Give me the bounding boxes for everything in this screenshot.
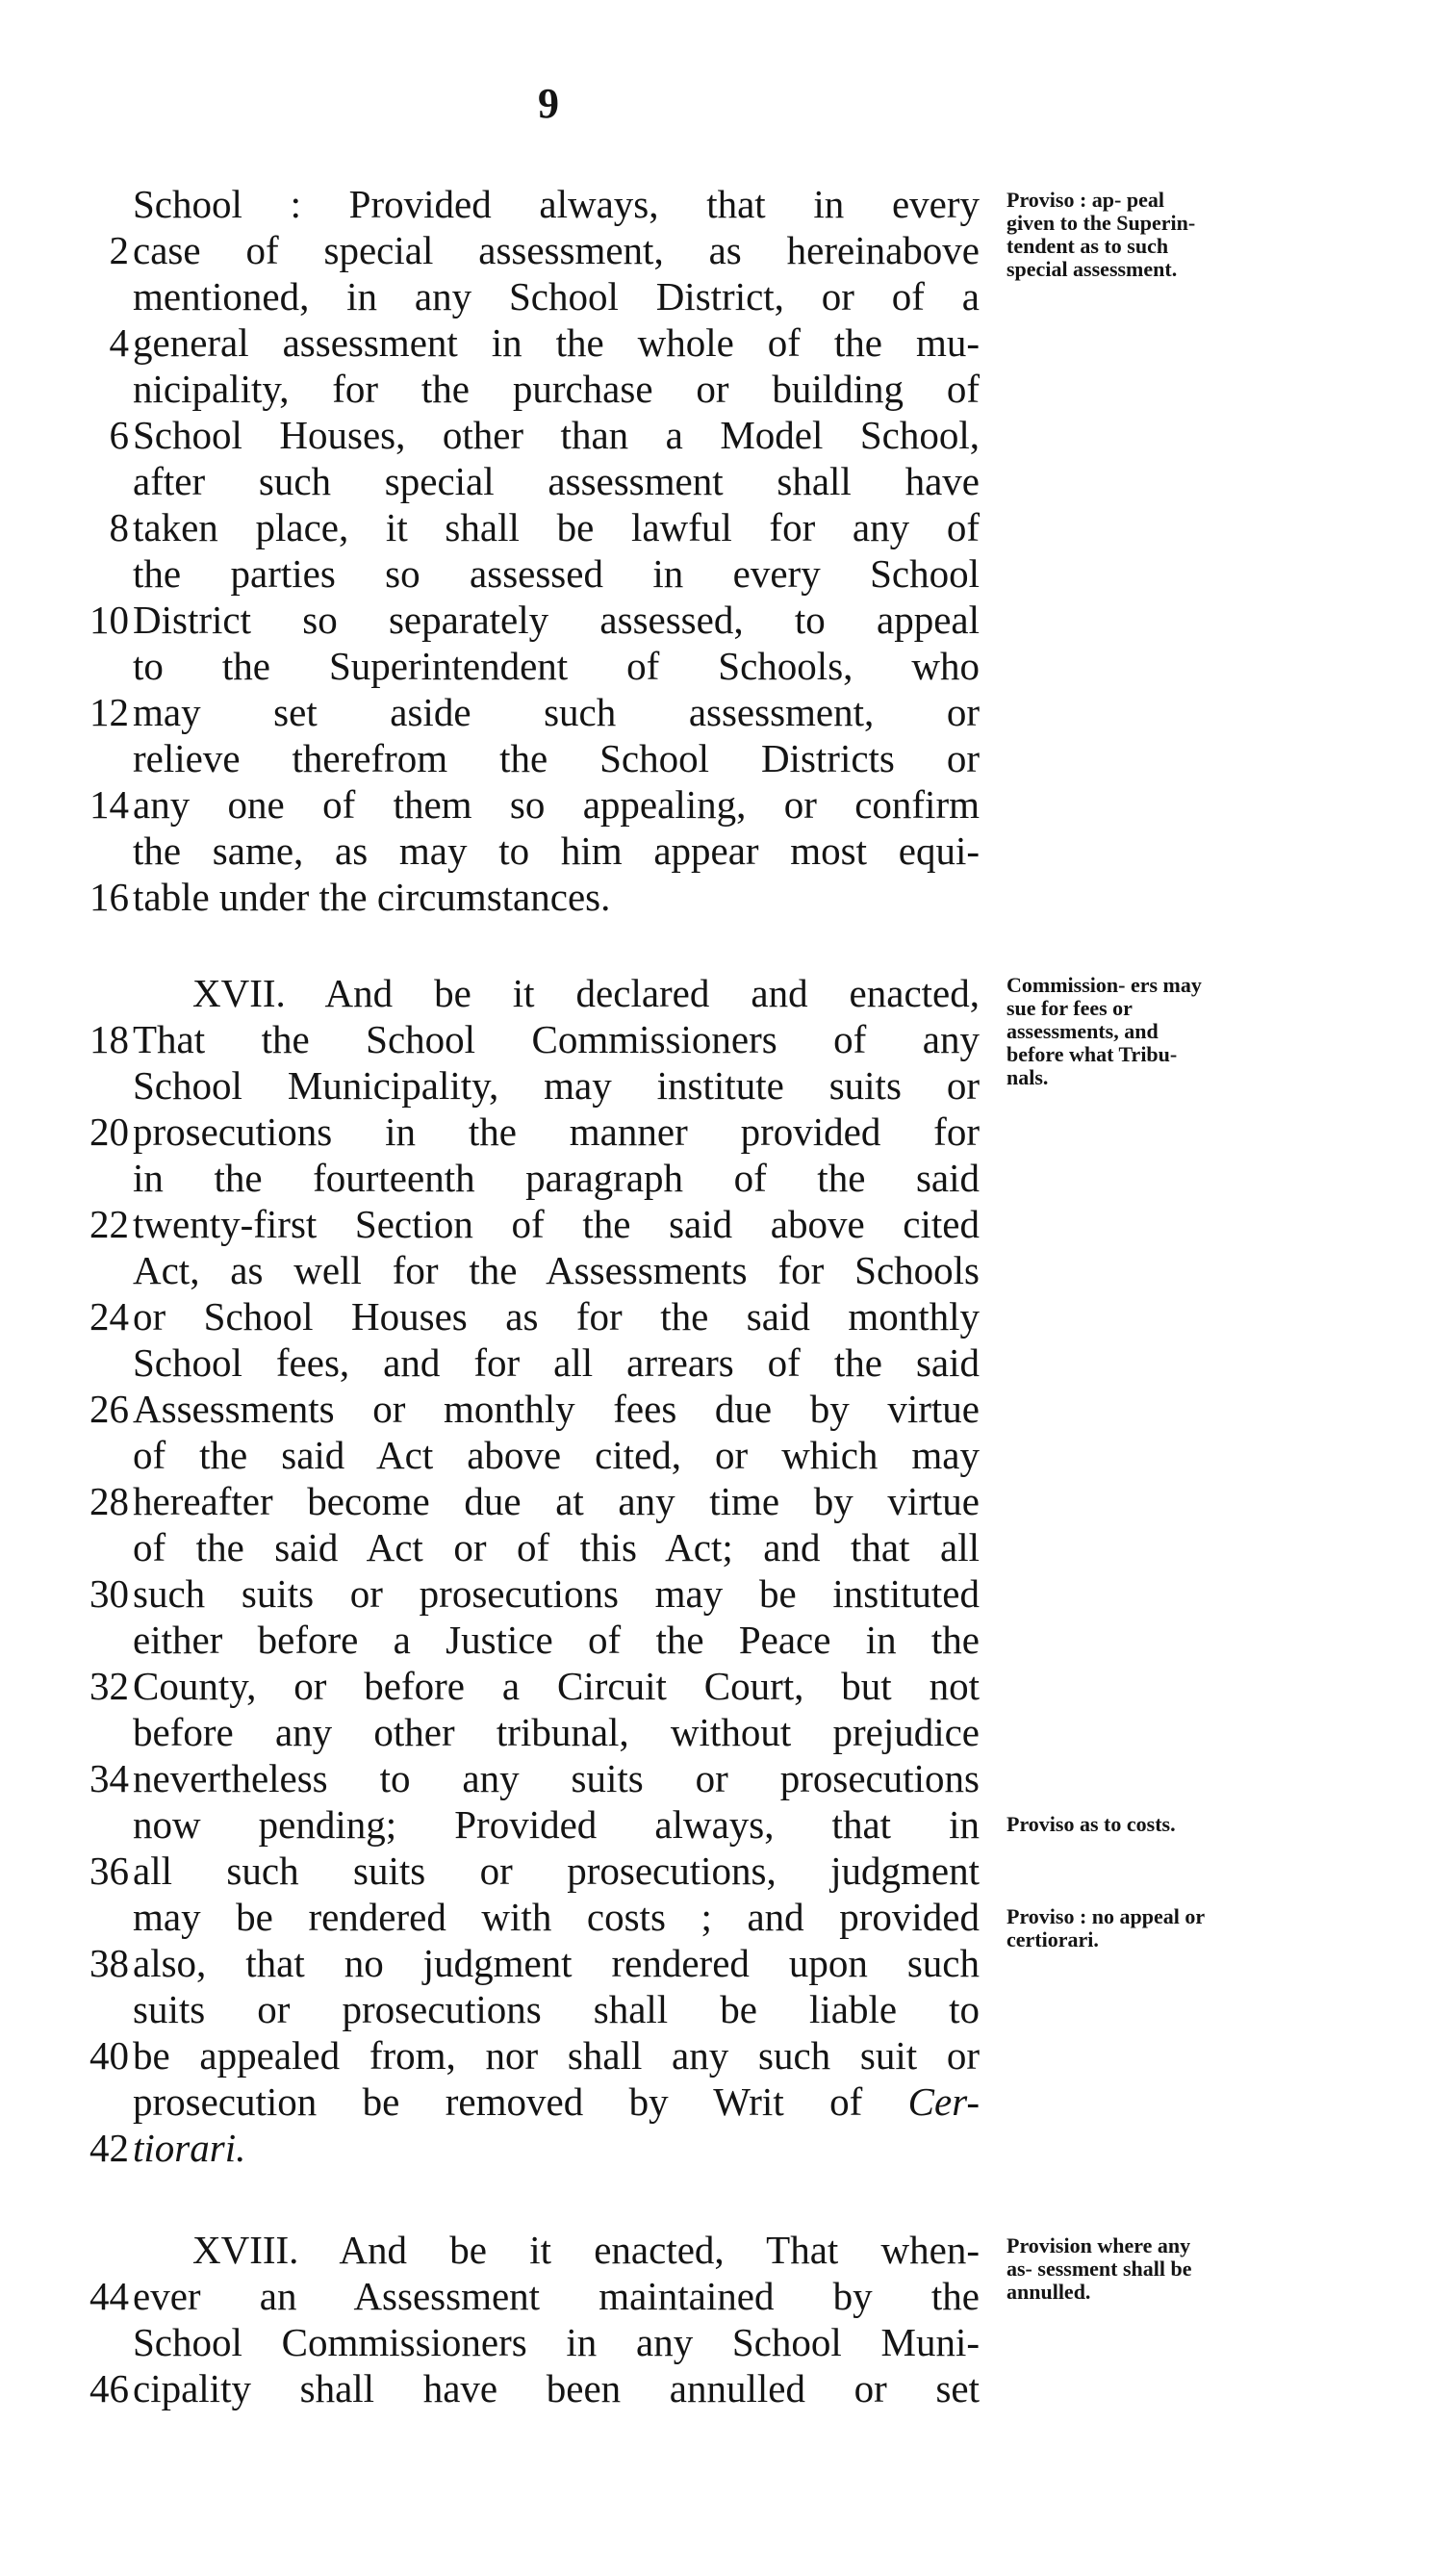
text-line — [0, 781, 1452, 828]
text-line — [0, 1801, 1452, 1848]
text-line — [0, 1848, 1452, 1894]
line-text: before any other tribunal, without prejudice — [133, 1710, 980, 1754]
line-number: 22 — [89, 1202, 129, 1246]
line-text: general assessment in the whole of the mu- — [133, 320, 980, 365]
line-number: 12 — [89, 690, 129, 734]
line-text: tiorari. — [133, 2126, 246, 2170]
text-line — [0, 1894, 1452, 1940]
line-text: Assessments or monthly fees due by virtue — [133, 1387, 980, 1431]
line-text: prosecution be removed by Writ of Cer- — [133, 2079, 980, 2124]
text-line — [0, 458, 1452, 504]
line-text: such suits or prosecutions may be instituted — [133, 1571, 980, 1616]
text-line — [0, 227, 1452, 273]
line-text: School Municipality, may institute suits or — [133, 1063, 980, 1108]
text-line — [0, 273, 1452, 319]
italic-term: Cer- — [907, 2079, 980, 2124]
line-text: to the Superintendent of Schools, who — [133, 644, 980, 688]
line-text: may be rendered with costs ; and provided — [133, 1895, 980, 1939]
text-line — [0, 689, 1452, 735]
line-number: 38 — [89, 1941, 129, 1985]
text-line — [0, 2273, 1452, 2319]
line-number: 34 — [89, 1756, 129, 1800]
line-number: 10 — [89, 598, 129, 642]
line-text: relieve therefrom the School Districts or — [133, 736, 980, 780]
text-line — [0, 2125, 1452, 2171]
line-number: 28 — [89, 1479, 129, 1523]
text-line — [0, 2319, 1452, 2365]
line-text: in the fourteenth paragraph of the said — [133, 1156, 980, 1200]
line-number: 24 — [89, 1294, 129, 1339]
line-text: XVII. And be it declared and enacted, — [192, 971, 980, 1015]
line-number: 32 — [89, 1664, 129, 1708]
text-line — [0, 1478, 1452, 1524]
line-text: after such special assessment shall have — [133, 459, 980, 503]
line-text: case of special assessment, as hereinabove — [133, 228, 980, 272]
line-number: 42 — [89, 2126, 129, 2170]
line-number: 16 — [89, 875, 129, 919]
line-text: School fees, and for all arrears of the said — [133, 1340, 980, 1385]
line-text: Act, as well for the Assessments for Schools — [133, 1248, 980, 1292]
line-text: cipality shall have been annulled or set — [133, 2366, 980, 2410]
text-line — [0, 828, 1452, 874]
line-text: any one of them so appealing, or confirm — [133, 782, 980, 827]
line-text: XVIII. And be it enacted, That when- — [192, 2228, 980, 2272]
text-line — [0, 1663, 1452, 1709]
line-number: 46 — [89, 2366, 129, 2410]
line-text: all such suits or prosecutions, judgment — [133, 1849, 980, 1893]
text-line — [0, 735, 1452, 781]
text-line — [0, 1247, 1452, 1293]
line-text: nicipality, for the purchase or building of — [133, 367, 980, 411]
text-line — [0, 1062, 1452, 1109]
text-line — [0, 2365, 1452, 2411]
margin-note: Proviso : ap- peal given to the Superin- tendent as to such special assessment. — [1006, 188, 1196, 281]
line-number: 4 — [109, 320, 129, 365]
margin-note: Commission- ers may sue for fees or assessments, and before what Tribu- nals. — [1006, 973, 1202, 1089]
line-text: County, or before a Circuit Court, but not — [133, 1664, 980, 1708]
text-line — [0, 1940, 1452, 1986]
line-number: 18 — [89, 1017, 129, 1061]
line-text: be appealed from, nor shall any such suit or — [133, 2033, 980, 2078]
text-line — [0, 874, 1452, 920]
line-text: table under the circumstances. — [133, 875, 611, 919]
line-number: 36 — [89, 1849, 129, 1893]
line-text: of the said Act above cited, or which may — [133, 1433, 980, 1477]
text-line — [0, 550, 1452, 597]
text-line — [0, 1570, 1452, 1617]
text-line — [0, 319, 1452, 366]
text-line — [0, 1709, 1452, 1755]
line-number: 6 — [109, 413, 129, 457]
line-text: may set aside such assessment, or — [133, 690, 980, 734]
line-number: 8 — [109, 505, 129, 549]
line-text: nevertheless to any suits or prosecutions — [133, 1756, 980, 1800]
line-number: 20 — [89, 1109, 129, 1154]
margin-note: Proviso : no appeal or certiorari. — [1006, 1904, 1205, 1951]
text-line — [0, 1201, 1452, 1247]
text-line — [0, 1617, 1452, 1663]
text-line — [0, 643, 1452, 689]
line-text: District so separately assessed, to appeal — [133, 598, 980, 642]
line-text: School Houses, other than a Model School, — [133, 413, 980, 457]
text-line — [0, 2227, 1452, 2273]
line-text: now pending; Provided always, that in — [133, 1802, 980, 1847]
page-number: 9 — [538, 80, 559, 127]
text-line — [0, 1755, 1452, 1801]
text-line — [0, 1155, 1452, 1201]
line-number: 44 — [89, 2274, 129, 2318]
line-number: 26 — [89, 1387, 129, 1431]
line-text: ever an Assessment maintained by the — [133, 2274, 980, 2318]
line-number: 30 — [89, 1571, 129, 1616]
line-number: 14 — [89, 782, 129, 827]
text-line — [0, 597, 1452, 643]
line-text: School : Provided always, that in every — [133, 182, 980, 226]
text-line — [0, 1109, 1452, 1155]
text-line — [0, 2032, 1452, 2079]
text-line — [0, 412, 1452, 458]
text-line — [0, 1986, 1452, 2032]
text-line — [0, 970, 1452, 1016]
line-text: prosecutions in the manner provided for — [133, 1109, 980, 1154]
text-line — [0, 1339, 1452, 1386]
text-line — [0, 2079, 1452, 2125]
line-text: mentioned, in any School District, or of a — [133, 274, 980, 319]
text-line — [0, 1386, 1452, 1432]
text-line — [0, 1293, 1452, 1339]
line-text: School Commissioners in any School Muni- — [133, 2320, 980, 2364]
line-text: twenty-first Section of the said above cited — [133, 1202, 980, 1246]
margin-note: Provision where any as- sessment shall be annulled. — [1006, 2233, 1192, 2304]
line-text: taken place, it shall be lawful for any of — [133, 505, 980, 549]
line-number: 2 — [109, 228, 129, 272]
line-text: suits or prosecutions shall be liable to — [133, 1987, 980, 2031]
line-text: the parties so assessed in every School — [133, 551, 980, 596]
text-line — [0, 1524, 1452, 1570]
line-text: the same, as may to him appear most equi- — [133, 829, 980, 873]
text-line — [0, 504, 1452, 550]
line-text: That the School Commissioners of any — [133, 1017, 980, 1061]
text-line — [0, 366, 1452, 412]
line-text: also, that no judgment rendered upon such — [133, 1941, 980, 1985]
line-number: 40 — [89, 2033, 129, 2078]
line-text: or School Houses as for the said monthly — [133, 1294, 980, 1339]
line-text: either before a Justice of the Peace in the — [133, 1618, 980, 1662]
text-line — [0, 181, 1452, 227]
margin-note: Proviso as to costs. — [1006, 1812, 1176, 1836]
text-line — [0, 1016, 1452, 1062]
text-line — [0, 1432, 1452, 1478]
line-text: hereafter become due at any time by virtue — [133, 1479, 980, 1523]
line-text: of the said Act or of this Act; and that all — [133, 1525, 980, 1569]
